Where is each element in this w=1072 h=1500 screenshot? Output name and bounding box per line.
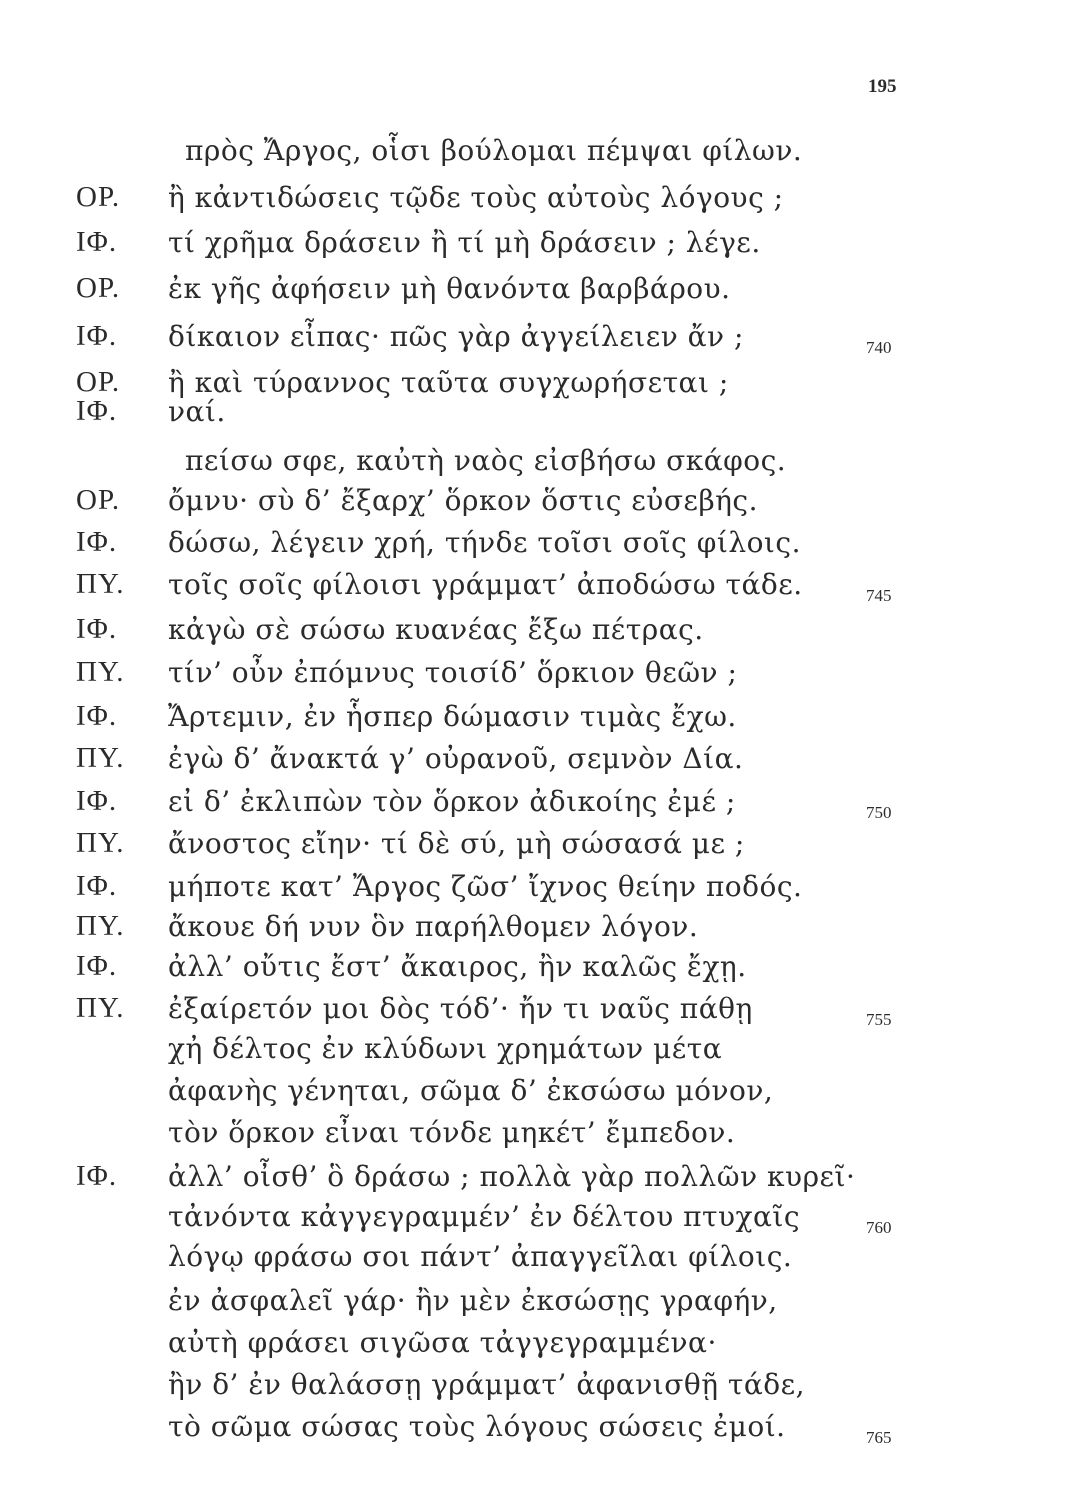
verse-text: τί χρῆμα δράσειν ἢ τί μὴ δράσειν ; λέγε. (168, 226, 761, 259)
verse-line (0, 827, 1072, 873)
verse-line (0, 1326, 1072, 1372)
verse-line (0, 700, 1072, 746)
verse-text: τίν’ οὖν ἐπόμνυς τοισίδ’ ὅρκιον θεῶν ; (168, 656, 738, 689)
verse-text: πρὸς Ἄργος, οἷσι βούλομαι πέμψαι φίλων. (185, 134, 803, 167)
verse-text: ἄκουε δή νυν ὃν παρήλθομεν λόγον. (168, 910, 699, 943)
verse-line (0, 1368, 1072, 1414)
speaker-label: ΠΥ. (76, 992, 125, 1024)
verse-line (0, 656, 1072, 702)
speaker-label: ΙΦ. (76, 785, 118, 817)
verse-line (0, 950, 1072, 996)
speaker-label: ΙΦ. (76, 526, 118, 558)
page-number: 195 (868, 76, 897, 97)
speaker-label: ΙΦ. (76, 700, 118, 732)
speaker-label: ΠΥ. (76, 910, 125, 942)
speaker-label: ΙΦ. (76, 1160, 118, 1192)
speaker-label: ΟΡ. (76, 484, 121, 516)
speaker-label: ΙΦ. (76, 870, 118, 902)
line-number: 740 (866, 338, 892, 357)
verse-text: τἀνόντα κἀγγεγραμμέν’ ἐν δέλτου πτυχαῖς (168, 1200, 801, 1233)
verse-line (0, 1410, 1072, 1456)
verse-text: ὄμνυ· σὺ δ’ ἔξαρχ’ ὅρκον ὅστις εὐσεβής. (168, 484, 758, 517)
line-number: 765 (866, 1428, 892, 1447)
verse-text: κἀγὼ σὲ σώσω κυανέας ἔξω πέτρας. (168, 613, 704, 646)
verse-line (0, 568, 1072, 614)
verse-line (0, 742, 1072, 788)
verse-text: δώσω, λέγειν χρή, τήνδε τοῖσι σοῖς φίλοις. (168, 526, 801, 559)
verse-text: μήποτε κατ’ Ἄργος ζῶσ’ ἴχνος θείην ποδός. (168, 870, 803, 903)
verse-text: ἐν ἀσφαλεῖ γάρ· ἢν μὲν ἐκσώσῃς γραφήν, (168, 1284, 778, 1317)
speaker-label: ΙΦ. (76, 950, 118, 982)
verse-line (0, 785, 1072, 831)
speaker-label: ΙΦ. (76, 613, 118, 645)
line-number: 760 (866, 1218, 892, 1237)
speaker-label: ΙΦ. (76, 226, 118, 258)
speaker-label: ΙΦ. (76, 320, 118, 352)
verse-text: ναί. (168, 395, 226, 428)
verse-text: ἀλλ’ οὔτις ἔστ’ ἄκαιρος, ἢν καλῶς ἔχῃ. (168, 950, 747, 983)
speaker-label: ΠΥ. (76, 568, 125, 600)
verse-text: χἠ δέλτος ἐν κλύδωνι χρημάτων μέτα (168, 1032, 723, 1065)
verse-line (0, 226, 1072, 272)
verse-line (0, 613, 1072, 659)
verse-text: ἢ κἀντιδώσεις τῷδε τοὺς αὐτοὺς λόγους ; (168, 181, 784, 214)
verse-text: τὸ σῶμα σώσας τοὺς λόγους σώσεις ἐμοί. (168, 1410, 786, 1443)
verse-text: τοῖς σοῖς φίλοισι γράμματ’ ἀποδώσω τάδε. (168, 568, 803, 601)
line-number: 745 (866, 586, 892, 605)
speaker-label: ΠΥ. (76, 827, 125, 859)
verse-text: λόγῳ φράσω σοι πάντ’ ἀπαγγεῖλαι φίλοις. (168, 1240, 793, 1273)
verse-line (0, 1074, 1072, 1120)
line-number: 755 (866, 1010, 892, 1029)
verse-text: τὸν ὅρκον εἶναι τόνδε μηκέτ’ ἔμπεδον. (168, 1116, 736, 1149)
verse-text: πείσω σφε, καὐτὴ ναὸς εἰσβήσω σκάφος. (185, 444, 787, 477)
verse-line (0, 320, 1072, 366)
verse-text: ἐξαίρετόν μοι δὸς τόδ’· ἤν τι ναῦς πάθῃ (168, 992, 753, 1025)
verse-line (0, 1116, 1072, 1162)
speaker-label: ΙΦ. (76, 395, 118, 427)
verse-text: δίκαιον εἶπας· πῶς γὰρ ἀγγείλειεν ἄν ; (168, 320, 744, 353)
verse-text: ἐγὼ δ’ ἄνακτά γ’ οὐρανοῦ, σεμνὸν Δία. (168, 742, 744, 775)
verse-text: ἀφανὴς γένηται, σῶμα δ’ ἐκσώσω μόνον, (168, 1074, 774, 1107)
verse-line (0, 1240, 1072, 1286)
speaker-label: ΟΡ. (76, 272, 121, 304)
verse-text: ἄνοστος εἴην· τί δὲ σύ, μὴ σώσασά με ; (168, 827, 745, 860)
verse-line (0, 1284, 1072, 1330)
verse-text: αὐτὴ φράσει σιγῶσα τἀγγεγραμμένα· (168, 1326, 717, 1359)
speaker-label: ΟΡ. (76, 181, 121, 213)
speaker-label: ΟΡ. (76, 366, 121, 398)
verse-line (0, 1032, 1072, 1078)
verse-line (0, 484, 1072, 530)
verse-line (0, 395, 1072, 441)
verse-text: εἰ δ’ ἐκλιπὼν τὸν ὅρκον ἀδικοίης ἐμέ ; (168, 785, 736, 818)
verse-text: ἐκ γῆς ἀφήσειν μὴ θανόντα βαρβάρου. (168, 272, 731, 305)
verse-line (0, 526, 1072, 572)
verse-line (0, 181, 1072, 227)
verse-text: Ἄρτεμιν, ἐν ἧσπερ δώμασιν τιμὰς ἔχω. (168, 700, 737, 733)
verse-text: ἢν δ’ ἐν θαλάσσῃ γράμματ’ ἀφανισθῇ τάδε, (168, 1368, 806, 1401)
speaker-label: ΠΥ. (76, 656, 125, 688)
line-number: 750 (866, 803, 892, 822)
verse-line (0, 272, 1072, 318)
verse-text: ἀλλ’ οἶσθ’ ὃ δράσω ; πολλὰ γὰρ πολλῶν κυρεῖ· (168, 1160, 856, 1193)
speaker-label: ΠΥ. (76, 742, 125, 774)
verse-line (0, 134, 1072, 180)
verse-text: ἢ καὶ τύραννος ταῦτα συγχωρήσεται ; (168, 366, 729, 399)
